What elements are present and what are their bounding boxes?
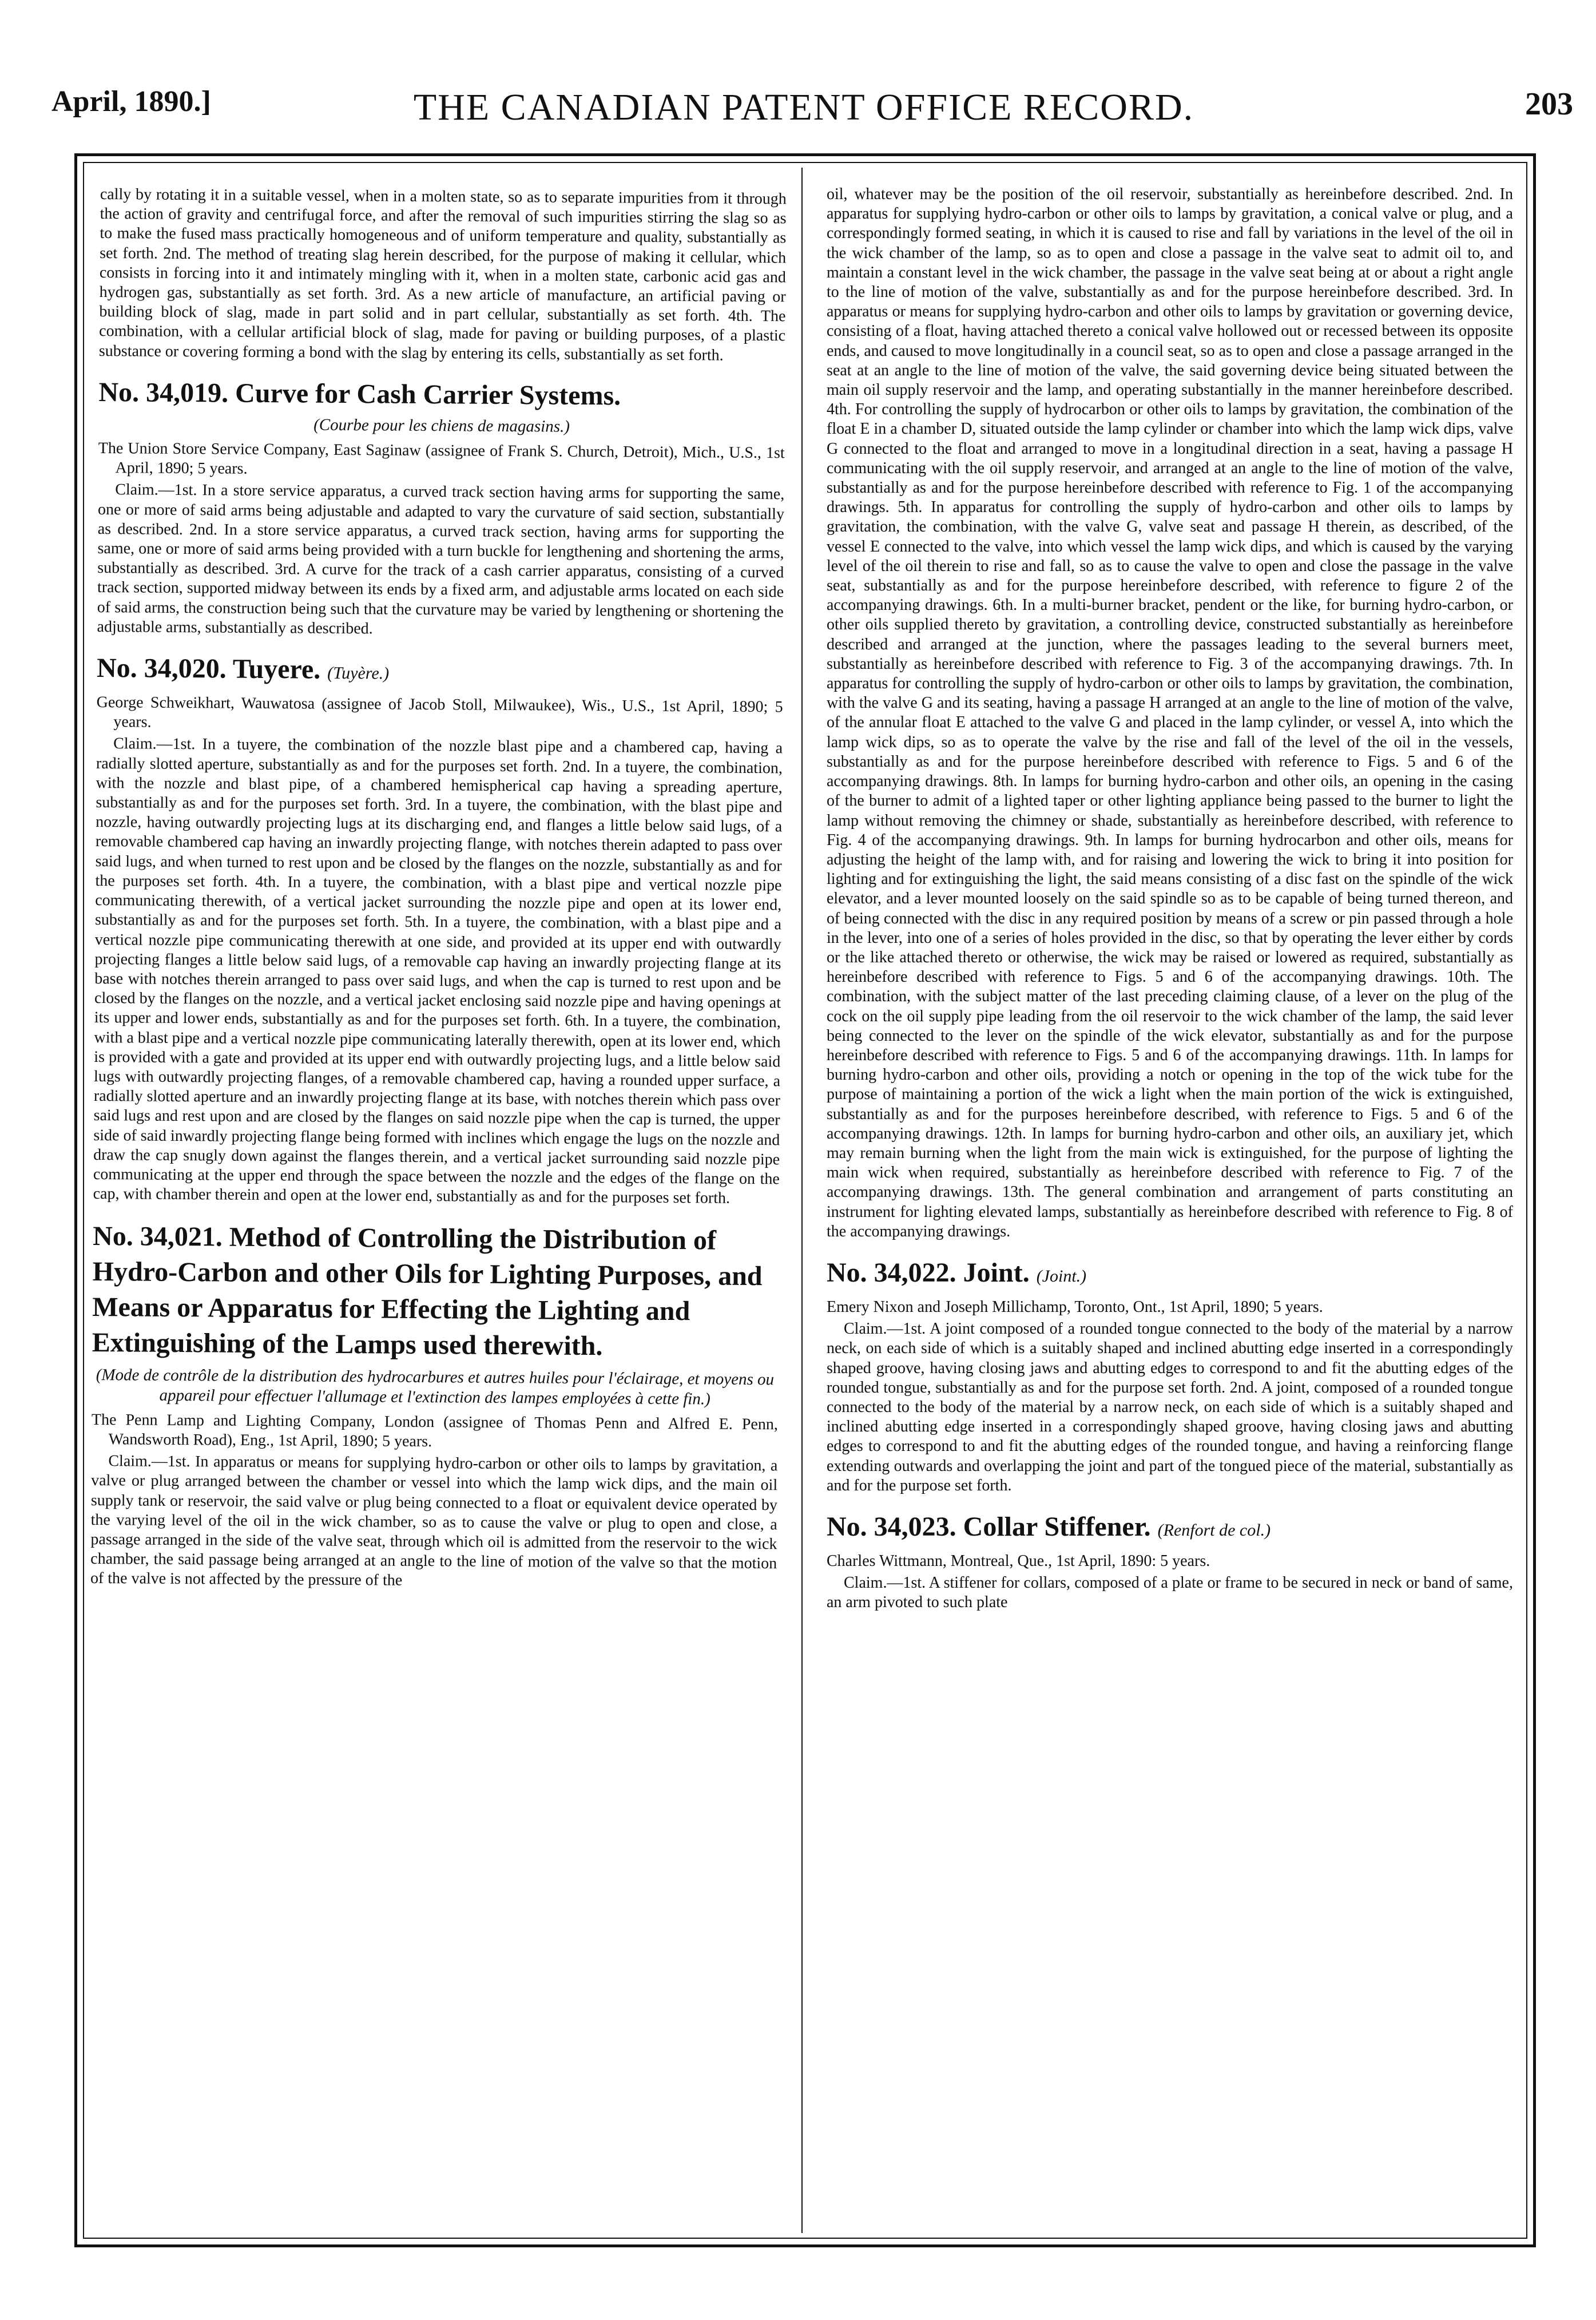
publication-title: THE CANADIAN PATENT OFFICE RECORD.: [413, 86, 1194, 128]
page-frame: [74, 153, 1536, 2247]
assignee-line: The Union Store Service Company, East Saginaw (assignee of Frank S. Church, Detroit), Mich., U.S., 1st April, 1890; 5 years.: [98, 439, 785, 478]
patent-entry-34020: [93, 652, 784, 1209]
entry-heading: [97, 652, 783, 693]
french-title: (Mode de contrôle de la distribution des hydrocarbures et autres huiles pour l'éclairage, et moyens ou appareil pour effectuer l'allumage et l'extinction des lampes employées à cette fin.): [96, 1366, 775, 1409]
patent-entry-34023: [827, 1510, 1513, 1613]
french-title: (Courbe pour les chiens de magasins.): [313, 415, 570, 436]
patent-title: Tuyere.: [232, 653, 321, 685]
entry-heading: [98, 376, 785, 414]
patent-number: No. 34,020.: [96, 653, 227, 684]
patent-number: No. 34,021.: [92, 1221, 223, 1252]
entry-heading: [827, 1510, 1513, 1547]
continued-claims-text: oil, whatever may be the position of the oil reservoir, substantially as hereinbefore described. 2nd. In apparatus for supplying hydro-carbon or other oils to lamps by gravitation, a conical valve or plug, and a correspondingly formed seating, in which it is caused to rise and fall by variations in the level of the oil in the wick chamber of the lamp, so as to open and close a passage in the valve seat to admit oil to, and maintain a constant level in the wick chamber, the passage in the valve seat being at or about a right angle to the line of motion of the valve, substantially as and for the purpose hereinbefore described. 3rd. In apparatus or means for supplying hydro-carbon and other oils to lamps by gravitation or governing device, consisting of a float, having attached thereto a conical valve hollowed out or recessed between its opposite ends, and caused to move longitudinally in a council seat, so as to open and close a passage arranged in the seat at an angle to the line of motion of the valve, the said governing device being situated between the main oil supply reservoir and the lamp, and operating substantially in the manner hereinbefore described. 4th. For controlling the supply of hydrocarbon or other oils to lamps by gravitation, the combination of the float E in a chamber D, situated outside the lamp cylinder or chamber into which the lamp wick dips, valve G connected to the float and arranged to move in a longitudinal direction in a seat, having a passage H communicating with the oil supply reservoir, and arranged at an angle to the line of motion of the valve, substantially as and for the purpose hereinbefore described with reference to Fig. 1 of the accompanying drawings. 5th. In apparatus for controlling the supply of hydro-carbon and other oils to lamps by gravitation, the combination, with the valve G, valve seat and passage H therein, as described, of the vessel E connected to the valve, into which vessel the lamp wick dips, and which is caused by the varying level of the oil therein to rise and fall, so as to cause the valve to open and close the passage in the valve seat, substantially as and for the purpose hereinbefore described, with reference to figure 2 of the accompanying drawings. 6th. In a multi-burner bracket, pendent or the like, for burning hydro-carbon, or other oils supplied thereto by gravitation, a controlling device, constructed substantially as hereinbefore described and arranged at the junction, where the passages leading to the several burners meet, substantially as hereinbefore described with reference to Fig. 3 of the accompanying drawings. 7th. In apparatus for controlling the supply of hydro-carbon or other oils to lamps by gravitation, the combination, with the valve G and its seating, having a passage H arranged at an angle to the line of motion of the valve, of the annular float E attached to the valve G and placed in the lamp cylinder, or vessel A, into which the lamp wick dips, so as to operate the valve by the rise and fall of the level of the oil in the vessels, substantially as and for the purpose hereinbefore described with reference to Figs. 5 and 6 of the accompanying drawings. 8th. In lamps for burning hydro-carbon and other oils, an opening in the casing of the burner to admit of a lighted taper or other lighting appliance being passed to the burner to light the lamp without removing the chimney or shade, substantially as hereinbefore described, with reference to Fig. 4 of the accompanying drawings. 9th. In lamps for burning hydrocarbon and other oils, means for adjusting the height of the lamp with, and for raising and lowering the wick to bring it into position for lighting and for extinguishing the light, the said means consisting of a disc fast on the spindle of the wick elevator, and a lever mounted loosely on the said spindle so as to be capable of being turned thereon, and of being connected with the disc in any required position by means of a screw or pin passed through a hole in the lever, into one of a series of holes provided in the disc, so that by operating the lever either by cords or the like attached thereto or otherwise, the wick may be raised or lowered as required, substantially as hereinbefore described with reference to Figs. 5 and 6 of the accompanying drawings. 10th. The combination, with the subject matter of the last preceding claiming clause, of a lever on the plug of the cock on the oil supply pipe leading from the oil reservoir to the wick chamber of the lamp, the said lever being connected to the lever on the spindle of the wick elevator, substantially as and for the purpose hereinbefore described with reference to Figs. 5 and 6 of the accompanying drawings. 11th. In lamps for burning hydro-carbon and other oils, providing a notch or opening in the top of the wick tube for the purpose of maintaining a portion of the wick a light when the main portion of the wick is extinguished, substantially as and for the purposes hereinbefore described, with reference to Figs. 5 and 6 of the accompanying drawings. 12th. In lamps for burning hydro-carbon and other oils, an auxiliary jet, which may remain burning when the light from the main wick is extinguished, for the purpose of lighting the main wick when required, substantially as hereinbefore described with reference to Fig. 7 of the accompanying drawings. 13th. The general combination and arrangement of parts constituting an instrument for lighting elevated lamps, substantially as hereinbefore described with reference to Fig. 8 of the accompanying drawings.: [827, 185, 1513, 1240]
claims-text: Claim.—1st. A stiffener for collars, composed of a plate or frame to be secured in neck or band of same, an arm pivoted to such plate: [827, 1574, 1513, 1612]
patent-number: No. 34,023.: [827, 1512, 956, 1542]
french-title: (Joint.): [1036, 1266, 1087, 1286]
claims-text: Claim.—1st. In a tuyere, the combination of the nozzle blast pipe and a chambered cap, having a radially slotted aperture, substantially as and for the purposes set forth. 2nd. In a tuyere, the combination, with the nozzle and blast pipe, of a chambered hemispherical cap having a spreading aperture, substantially as and for the purposes set forth. 3rd. In a tuyere, the combination, with the blast pipe and nozzle, having outwardly projecting lugs at its discharging end, and flanges a little below said lugs, of a removable chambered cap having an inwardly projecting flange, with notches therein adapted to pass over said lugs, and when turned to rest upon and be closed by the flanges on the nozzle, substantially as and for the purposes set forth. 4th. In a tuyere, the combination, with a blast pipe and vertical nozzle pipe communicating therewith, of a vertical jacket surrounding the nozzle pipe and open at its lower end, substantially as and for the purposes set forth. 5th. In a tuyere, the combination, with a blast pipe and a vertical nozzle pipe communicating therewith at one side, and provided at its upper end with outwardly projecting flanges a little below said lugs, of a removable cap having an inwardly projecting flange at its base with notches therein arranged to pass over said lugs, and when the cap is turned to rest upon and be closed by the flanges on the nozzle, and a vertical jacket enclosing said nozzle pipe and having openings at its upper and lower ends, substantially as and for the purposes set forth. 6th. In a tuyere, the combination, with a blast pipe and a vertical nozzle pipe communicating laterally therewith, open at its lower end, which is provided with a gate and provided at its upper end with outwardly projecting lugs, and a little below said lugs with outwardly projecting flanges, of a removable chambered cap, having a rounded upper surface, a radially slotted aperture and an inwardly projecting flange at its base, with notches therein which pass over said lugs and rest upon and are closed by the flanges on said nozzle pipe when the cap is turned, the upper side of said inwardly projecting flange being formed with inclines which engage the lugs on the nozzle and draw the cap snugly down against the flanges therein, and a vertical jacket surrounding said nozzle pipe communicating at the upper end through the space between the nozzle and the edges of the flange on the cap, with chamber therein and open at the lower end, substantially as and for the purposes set forth.: [93, 735, 783, 1207]
patent-title: Method of Controlling the Distribution of Hydro-Carbon and other Oils for Lighting Purposes, and Means or Apparatus for Effecting the Lighting and Extinguishing of the Lamps used therewith.: [92, 1222, 763, 1362]
page-header: [34, 80, 1573, 137]
issue-date: April, 1890.]: [51, 85, 211, 118]
continued-claims-text: cally by rotating it in a suitable vessel, when in a molten state, so as to separate impurities from it through the action of gravity and centrifugal force, and after the removal of such impurities stirring the slag so as to make the fused mass practically homogeneous and of uniform temperature and quality, substantially as set forth. 2nd. The method of treating slag herein described, for the purpose of making it cellular, which consists in forcing into it and intimately mingling with it, when in a molten state, carbonic acid gas and hydrogen gas, substantially as set forth. 3rd. As a new article of manufacture, an artificial paving or building block of slag, made in part solid and in part cellular, substantially as set forth. 4th. The combination, with a cellular artificial block of slag, made for paving or building purposes, of a plastic substance or covering forming a bond with the slag by entering its cells, substantially as set forth.: [98, 185, 787, 364]
patent-entry-34022: [827, 1256, 1513, 1496]
assignee-line: Charles Wittmann, Montreal, Que., 1st April, 1890: 5 years.: [827, 1552, 1210, 1570]
patent-title: Joint.: [963, 1257, 1030, 1288]
assignee-line: Emery Nixon and Joseph Millichamp, Toronto, Ont., 1st April, 1890; 5 years.: [827, 1298, 1323, 1316]
entry-heading: [92, 1219, 780, 1365]
patent-entry-34019: [97, 376, 785, 642]
french-title: (Renfort de col.): [1157, 1521, 1271, 1540]
patent-title: Collar Stiffener.: [963, 1512, 1151, 1542]
entry-heading: [827, 1256, 1513, 1293]
left-column: [90, 185, 787, 1593]
page-number: 203: [1525, 86, 1573, 122]
patent-number: No. 34,019.: [98, 376, 229, 409]
claims-text: Claim.—1st. In apparatus or means for supplying hydro-carbon or other oils to lamps by gravitation, a valve or plug arranged between the chamber or vessel into which the lamp wick dips, and the main oil supply tank or reservoir, the said valve or plug being connected to a float or equivalent device operated by the varying level of the oil in the wick chamber, so as to cause the valve or plug to open and close, a passage arranged in the side of the valve seat, through which oil is admitted from the reservoir to the wick chamber, the said passage being arranged at an angle to the line of motion of the valve so that the motion of the valve is not affected by the pressure of the: [90, 1452, 778, 1590]
french-title: (Tuyère.): [327, 663, 390, 683]
patent-title: Curve for Cash Carrier Systems.: [235, 378, 621, 411]
right-column: [827, 185, 1513, 1613]
claims-text: Claim.—1st. In a store service apparatus, a curved track section having arms for supporting the same, one or more of said arms being adjustable and adapted to vary the curvature of said section, substantially as described. 2nd. In a store service apparatus, a curved track section, having arms for supporting the same, one or more of said arms being provided with a turn buckle for lengthening and shortening the arms, substantially as described. 3rd. A curve for the track of a cash carrier apparatus, consisting of a curved track section, supported midway between its ends by a fixed arm, and adjustable arms located on each side of said arms, the construction being such that the curvature may be varied by lengthening or shortening the adjustable arms, substantially as described.: [97, 481, 785, 638]
patent-entry-34021: [90, 1219, 779, 1593]
column-divider: [801, 168, 803, 2233]
claims-text: Claim.—1st. A joint composed of a rounded tongue connected to the body of the material by a narrow neck, on each side of which is a suitably shaped and inclined abutting edge inserted in a correspondingly shaped groove, having closing jaws and abutting edges to correspond to and fit the abutting edges of the rounded tongue, substantially as and for the purpose set forth. 2nd. A joint, composed of a rounded tongue connected to the body of the material by a narrow neck, on each side of which is a suitably shaped and inclined abutting edge inserted in a correspondingly shaped groove, having closing jaws and abutting edges to correspond to and fit the abutting edges of the rounded tongue, and having a reinforcing flange extending outwards and overlapping the joint and part of the tongued piece of the material, substantially as and for the purpose set forth.: [827, 1320, 1513, 1494]
patent-number: No. 34,022.: [827, 1257, 956, 1288]
assignee-line: George Schweikhart, Wauwatosa (assignee of Jacob Stoll, Milwaukee), Wis., U.S., 1st April, 1890; 5 years.: [96, 693, 783, 731]
assignee-line: The Penn Lamp and Lighting Company, London (assignee of Thomas Penn and Alfred E. Penn, Wandsworth Road), Eng., 1st April, 1890; 5 years.: [91, 1410, 779, 1451]
